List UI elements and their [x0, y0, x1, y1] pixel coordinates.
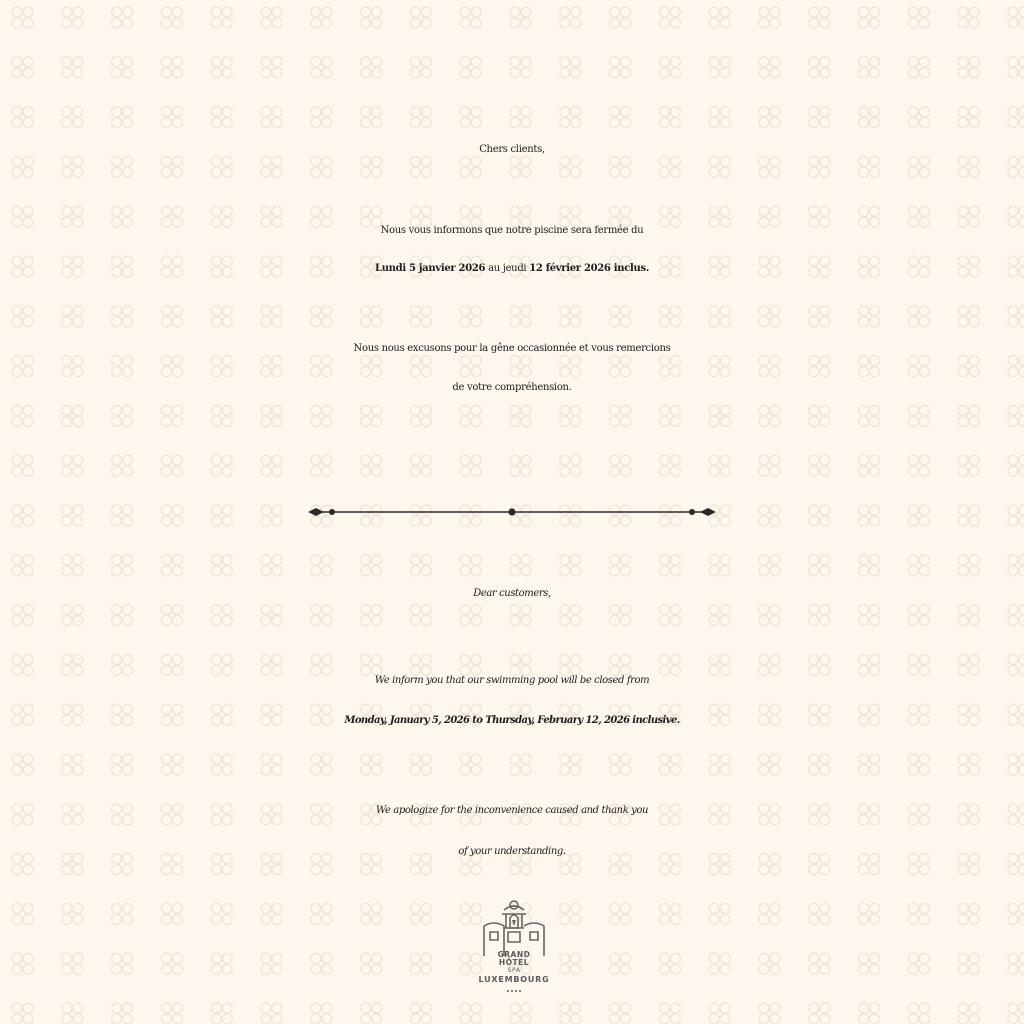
logo-text-grand: GRAND — [497, 950, 531, 959]
french-line-1: Nous vous informons que notre piscine sera fermée du — [380, 225, 644, 236]
english-line-2: Monday, January 5, 2026 to Thursday, February 12, 2026 inclusive. — [344, 715, 680, 726]
french-line-3: Nous nous excusons pour la gêne occasionnée et vous remercions — [353, 343, 671, 354]
french-line-4: de votre compréhension. — [452, 382, 572, 393]
hotel-building-icon — [474, 898, 554, 958]
english-line-1: We inform you that our swimming pool will be closed from — [374, 675, 650, 686]
english-greeting: Dear customers, — [473, 588, 551, 599]
logo-stars — [474, 988, 554, 994]
logo-text-spa: SPA — [507, 967, 521, 974]
french-line-2 — [0, 264, 1024, 274]
hotel-logo — [474, 898, 554, 998]
french-end-date: 12 février 2026 inclus. — [529, 263, 650, 274]
ornamental-divider — [306, 503, 718, 521]
french-start-date: Lundi 5 janvier 2026 — [374, 263, 486, 274]
logo-text-luxembourg: LUXEMBOURG — [478, 975, 550, 984]
french-greeting: Chers clients, — [479, 144, 545, 155]
french-connector: au jeudi — [485, 263, 530, 274]
english-line-3: We apologize for the inconvenience caused and thank you — [375, 805, 649, 816]
logo-text-hotel: HÔTEL — [498, 958, 530, 967]
english-line-4: of your understanding. — [458, 846, 566, 857]
